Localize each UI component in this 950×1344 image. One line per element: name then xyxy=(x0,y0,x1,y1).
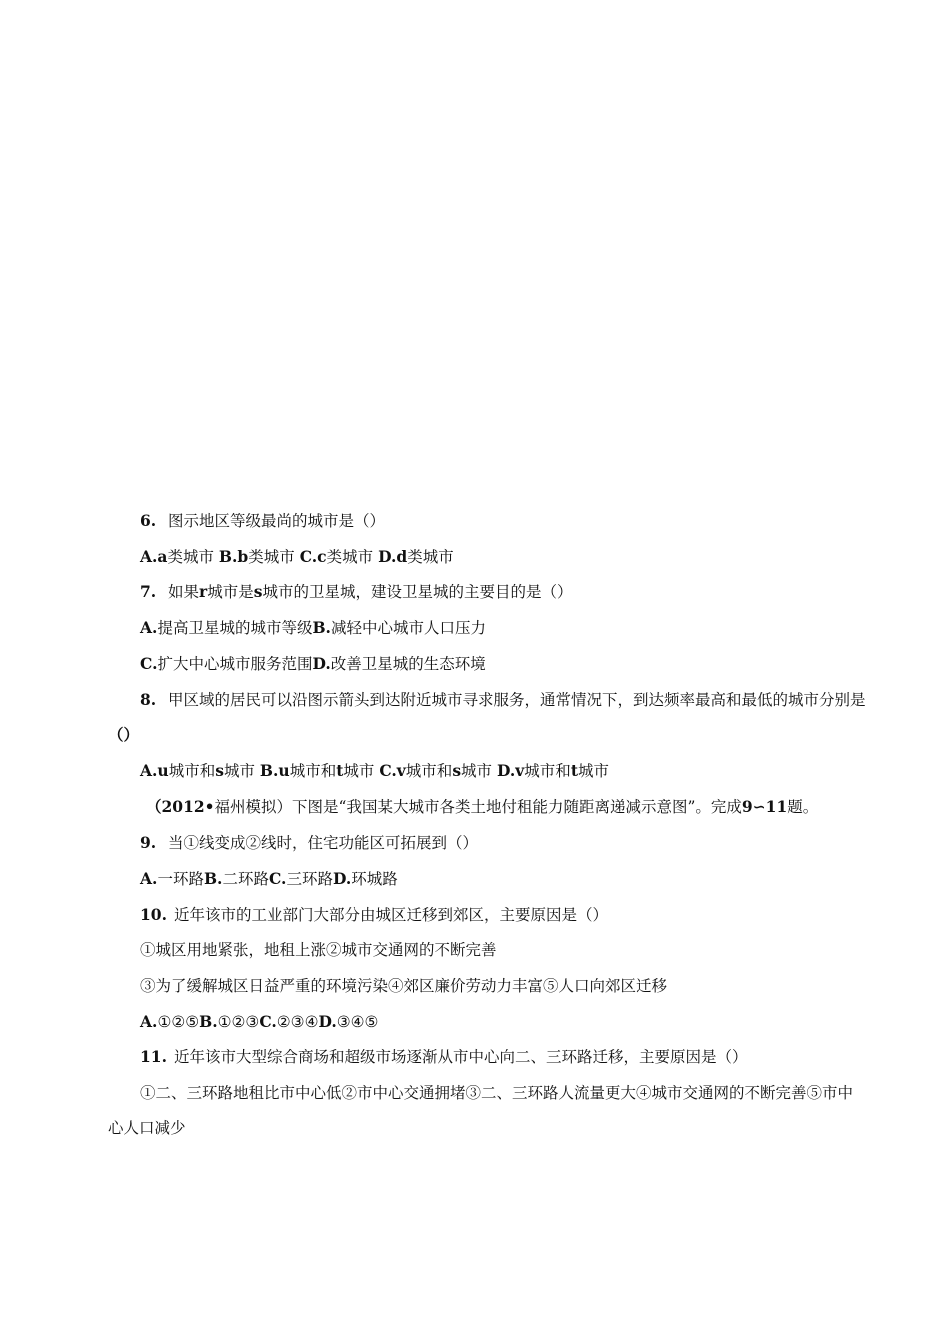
answer-paren: （） xyxy=(108,725,140,744)
option-c-key: C.c xyxy=(299,547,327,566)
option-a-key: A.a xyxy=(140,547,168,566)
question-number: 10. xyxy=(140,905,167,924)
option-d-text: 环城路 xyxy=(351,870,398,888)
q9-stem xyxy=(140,833,478,853)
q11-items-1: ①二、三环路地租比市中心低②市中心交通拥堵③二、三环路人流量更大④城市交通网的不断完善⑤市中 xyxy=(140,1084,854,1102)
option-a-text: 一环路 xyxy=(157,870,204,888)
intro-text: 题。 xyxy=(787,798,819,816)
option-c-text: 城市和 xyxy=(405,762,453,780)
question-number: 6. xyxy=(140,511,157,530)
option-b-city: t xyxy=(336,761,344,780)
question-number: 7. xyxy=(140,582,157,601)
option-a-text: 提高卫星城的城市等级 xyxy=(157,619,313,637)
option-b-text: 二环路 xyxy=(222,870,269,888)
intro-text: 福州模拟）下图是“我国某大城市各类土地付租能力随距离递减示意图”。完成 xyxy=(214,798,742,816)
q11-items-2: 心人口减少 xyxy=(108,1119,186,1137)
intro-range: 9∽11 xyxy=(741,797,788,816)
option-a-key: A. xyxy=(140,618,158,637)
option-d-city: t xyxy=(570,761,578,780)
option-a-text: ①②⑤ xyxy=(157,1013,200,1031)
question-text: 近年该市的工业部门大部分由城区迁移到郊区，主要原因是（） xyxy=(174,906,609,924)
q10-stem xyxy=(140,905,608,925)
q8-paren xyxy=(108,725,139,745)
option-d-key: D. xyxy=(312,654,331,673)
q9-options xyxy=(140,869,398,889)
option-c-key: C.v xyxy=(379,761,406,780)
option-b-key: B. xyxy=(199,1012,218,1031)
option-d-text: 城市 xyxy=(577,762,609,780)
option-c-text: 三环路 xyxy=(286,870,333,888)
option-c-key: C. xyxy=(259,1012,277,1031)
question-text-part: 城市的卫星城，建设卫星城的主要目的是（） xyxy=(262,583,573,601)
option-d-key: D. xyxy=(318,1012,337,1031)
intro-source: （2012• xyxy=(146,797,215,816)
option-c-text: 扩大中心城市服务范围 xyxy=(157,655,313,673)
question-number: 9. xyxy=(140,833,157,852)
option-b-key: B.b xyxy=(218,547,249,566)
option-d-text: ③④⑤ xyxy=(336,1013,379,1031)
option-d-text: 城市和 xyxy=(524,762,571,780)
option-a-key: A. xyxy=(140,869,158,888)
option-a-city: s xyxy=(215,761,224,780)
q10-items-1: ①城区用地紧张，地租上涨②城市交通网的不断完善 xyxy=(140,941,497,959)
option-b-text: 类城市 xyxy=(248,548,295,566)
question-text: 图示地区等级最尚的城市是（） xyxy=(168,512,386,530)
option-a-text: 类城市 xyxy=(167,548,214,566)
option-a-text: 城市 xyxy=(223,762,255,780)
q8-stem xyxy=(140,690,866,710)
option-d-key: D. xyxy=(332,869,352,888)
question-text-part: 城市是 xyxy=(207,583,254,601)
question-text: 甲区域的居民可以沿图示箭头到达附近城市寻求服务，通常情况下，到达频率最高和最低的城市分别是 xyxy=(168,691,866,709)
q7-options-cd xyxy=(140,654,486,674)
option-c-key: C. xyxy=(268,869,287,888)
question-number: 8. xyxy=(140,690,157,709)
city-s: s xyxy=(253,582,263,601)
option-c-city: s xyxy=(452,761,462,780)
q11-stem xyxy=(140,1047,748,1067)
option-a-key: A.u xyxy=(140,761,169,780)
q7-stem xyxy=(140,582,572,602)
option-d-key: D.d xyxy=(378,547,408,566)
q6-options xyxy=(140,547,454,567)
city-r: r xyxy=(199,582,208,601)
option-b-text: ①②③ xyxy=(217,1013,260,1031)
option-d-key: D.v xyxy=(497,761,525,780)
option-d-text: 类城市 xyxy=(407,548,454,566)
option-b-key: B. xyxy=(312,618,331,637)
intro-paragraph xyxy=(146,797,818,817)
q6-stem xyxy=(140,511,385,531)
question-text-part: 如果 xyxy=(168,583,200,601)
option-c-text: 城市 xyxy=(461,762,493,780)
q7-options-ab xyxy=(140,618,486,638)
option-a-key: A. xyxy=(140,1012,158,1031)
option-c-key: C. xyxy=(140,654,158,673)
q10-items-2: ③为了缓解城区日益严重的环境污染④郊区廉价劳动力丰富⑤人口向郊区迁移 xyxy=(140,977,668,995)
option-b-key: B.u xyxy=(259,761,290,780)
option-b-text: 城市 xyxy=(343,762,375,780)
question-number: 11. xyxy=(140,1047,167,1066)
q8-options xyxy=(140,761,609,781)
option-b-key: B. xyxy=(203,869,223,888)
option-d-text: 改善卫星城的生态环境 xyxy=(330,655,486,673)
option-c-text: ②③④ xyxy=(276,1013,319,1031)
option-c-text: 类城市 xyxy=(326,548,374,566)
option-a-text: 城市和 xyxy=(168,762,216,780)
option-b-text: 城市和 xyxy=(289,762,337,780)
question-text: 当①线变成②线时，住宅功能区可拓展到（） xyxy=(168,834,479,852)
q10-options xyxy=(140,1012,378,1032)
question-text: 近年该市大型综合商场和超级市场逐渐从市中心向二、三环路迁移，主要原因是（） xyxy=(174,1048,748,1066)
option-b-text: 减轻中心城市人口压力 xyxy=(330,619,486,637)
